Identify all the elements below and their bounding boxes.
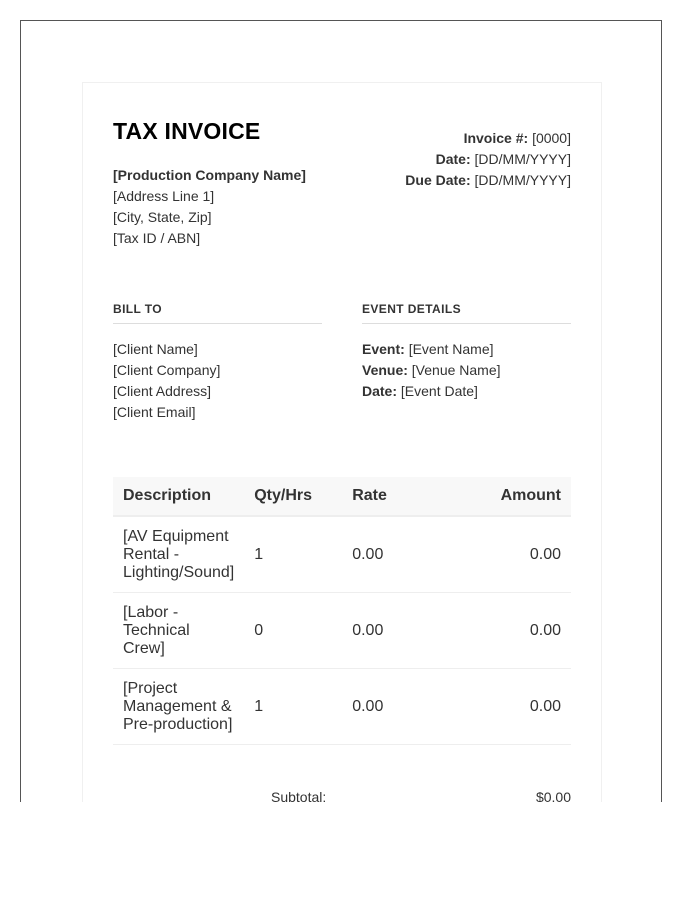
- invoice-number-label: Invoice #:: [463, 130, 529, 146]
- event-label: Event:: [362, 341, 405, 357]
- cell-description: [Project Management & Pre-production]: [113, 669, 244, 745]
- invoice-due-date-value: [DD/MM/YYYY]: [474, 172, 571, 188]
- company-address-line-1: [Address Line 1]: [113, 188, 215, 204]
- header-rate: Rate: [342, 477, 442, 516]
- invoice-date-label: Date:: [435, 151, 471, 167]
- cell-qty: 1: [244, 669, 342, 745]
- cell-qty: 1: [244, 516, 342, 593]
- company-tax-id: [Tax ID / ABN]: [113, 230, 201, 246]
- client-email: [Client Email]: [113, 404, 196, 420]
- event-details-body: [362, 339, 571, 402]
- event-details-heading: EVENT DETAILS: [362, 302, 571, 324]
- event-date-value: [Event Date]: [400, 383, 478, 399]
- event-date-label: Date:: [362, 383, 398, 399]
- event-details-section: [362, 302, 571, 402]
- company-block: [113, 165, 306, 249]
- event-value: [Event Name]: [408, 341, 494, 357]
- cell-rate: 0.00: [342, 593, 442, 669]
- invoice-sheet: [82, 82, 602, 802]
- company-city-state-zip: [City, State, Zip]: [113, 209, 212, 225]
- header-qty-hrs: Qty/Hrs: [244, 477, 342, 516]
- venue-label: Venue:: [362, 362, 408, 378]
- cell-amount: 0.00: [442, 669, 571, 745]
- invoice-number-value: [0000]: [532, 130, 571, 146]
- client-address: [Client Address]: [113, 383, 212, 399]
- table-row: [113, 516, 571, 593]
- table-header-row: [113, 477, 571, 516]
- invoice-title: TAX INVOICE: [113, 118, 261, 144]
- table-row: [113, 669, 571, 745]
- company-name: [Production Company Name]: [113, 167, 306, 183]
- cell-description: [AV Equipment Rental - Lighting/Sound]: [113, 516, 244, 593]
- subtotal-label: Subtotal:: [271, 789, 327, 802]
- invoice-date-value: [DD/MM/YYYY]: [474, 151, 571, 167]
- subtotal-value: $0.00: [535, 789, 571, 802]
- cell-rate: 0.00: [342, 516, 442, 593]
- cell-rate: 0.00: [342, 669, 442, 745]
- invoice-number-row: [405, 128, 571, 149]
- cell-amount: 0.00: [442, 516, 571, 593]
- line-items-table: [113, 477, 571, 745]
- invoice-due-date-label: Due Date:: [405, 172, 471, 188]
- invoice-meta: [405, 128, 571, 191]
- invoice-date-row: [405, 149, 571, 170]
- event-row: [362, 339, 571, 360]
- table-row: [113, 593, 571, 669]
- client-name: [Client Name]: [113, 341, 198, 357]
- venue-value: [Venue Name]: [411, 362, 501, 378]
- header-description: Description: [113, 477, 244, 516]
- header-amount: Amount: [442, 477, 571, 516]
- bill-to-details: [113, 339, 322, 423]
- cell-amount: 0.00: [442, 593, 571, 669]
- document-viewport: [20, 20, 662, 802]
- cell-description: [Labor - Technical Crew]: [113, 593, 244, 669]
- venue-row: [362, 360, 571, 381]
- cell-qty: 0: [244, 593, 342, 669]
- bill-to-heading: BILL TO: [113, 302, 322, 324]
- client-company: [Client Company]: [113, 362, 221, 378]
- event-date-row: [362, 381, 571, 402]
- invoice-due-date-row: [405, 170, 571, 191]
- bill-to-section: [113, 302, 322, 423]
